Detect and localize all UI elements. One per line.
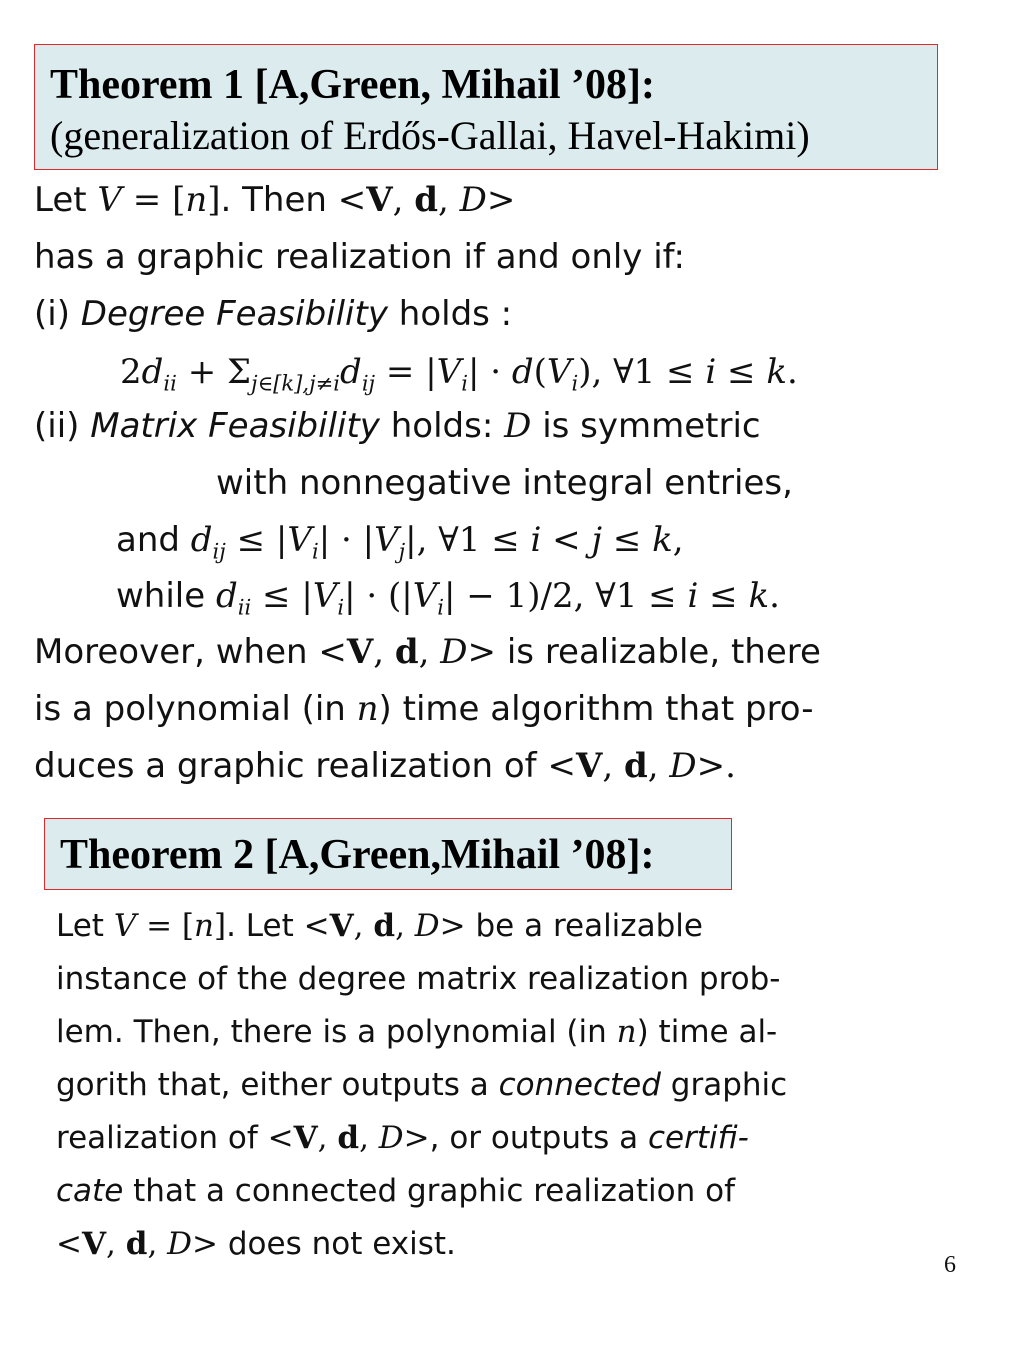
t2-line-7: <V, d, D> does not exist. xyxy=(56,1226,456,1262)
theorem1-title: Theorem 1 [A,Green, Mihail ’08]: xyxy=(50,62,656,108)
t1-line-duces: duces a graphic realization of <V, d, D>. xyxy=(34,746,736,786)
t2-line-1: Let V = [n]. Let <V, d, D> be a realizable xyxy=(56,908,703,944)
t1-line-ii: (ii) Matrix Feasibility holds: D is symmetric xyxy=(34,406,761,446)
t2-line-6: cate that a connected graphic realization of xyxy=(56,1173,735,1209)
t1-equation-degree: $2d_{ii} + \Sigma_{j\in[k],j\ne i}d_{ij} = |V_i| \cdot d(V_i)$, ∀1 ≤ i ≤ k. xyxy=(120,352,798,396)
t2-line-5: realization of <V, d, D>, or outputs a certifi- xyxy=(56,1120,749,1156)
theorem2-title: Theorem 2 [A,Green,Mihail ’08]: xyxy=(60,832,655,878)
theorem2-title-box xyxy=(44,818,732,890)
theorem1-subtitle: (generalization of Erdős-Gallai, Havel-Hakimi) xyxy=(50,113,810,158)
t1-line-while: while $d_{ii} \le |V_i| \cdot (|V_i| - 1)/2$, ∀1 ≤ i ≤ k. xyxy=(116,576,780,620)
t1-line-1: Let V = [n]. Then <V, d, D> xyxy=(34,180,516,220)
theorem1-title-box xyxy=(34,44,938,170)
page-number: 6 xyxy=(944,1252,956,1278)
t1-line-3: (i) Degree Feasibility holds : xyxy=(34,294,513,334)
t1-line-2: has a graphic realization if and only if: xyxy=(34,237,685,277)
t1-line-poly: is a polynomial (in n) time algorithm that pro- xyxy=(34,689,814,729)
t2-line-3: lem. Then, there is a polynomial (in n) time al- xyxy=(56,1014,778,1050)
matrix-feasibility-term: Matrix Feasibility xyxy=(90,406,380,446)
t1-line-and: and $d_{ij} \le |V_i| \cdot |V_j|$, ∀1 ≤ i < j ≤ k, xyxy=(116,520,684,564)
t2-line-4: gorith that, either outputs a connected graphic xyxy=(56,1067,788,1103)
t2-line-2: instance of the degree matrix realization prob- xyxy=(56,961,781,997)
t1-line-moreover: Moreover, when <V, d, D> is realizable, there xyxy=(34,632,821,672)
t1-line-nonneg: with nonnegative integral entries, xyxy=(216,463,793,503)
degree-feasibility-term: Degree Feasibility xyxy=(80,294,388,334)
